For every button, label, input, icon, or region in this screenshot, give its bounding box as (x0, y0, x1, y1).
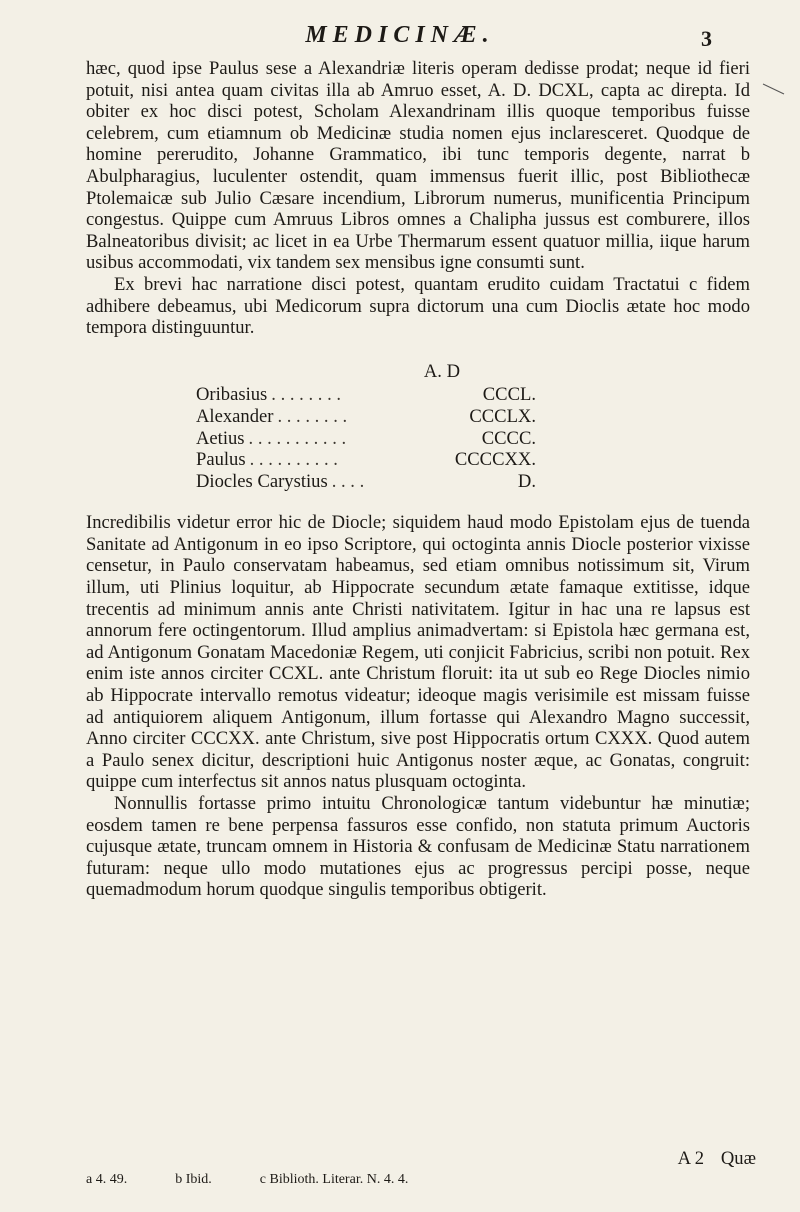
running-title: MEDICINÆ. (305, 22, 495, 48)
list-item-name: Paulus (196, 449, 246, 471)
list-item (196, 428, 536, 450)
footnotes (86, 1172, 750, 1188)
list-item (196, 449, 536, 471)
margin-tick-icon (762, 82, 786, 96)
list-item-leader: . . . . . . . . (271, 384, 342, 406)
list-item-leader: . . . . . . . . . . . (248, 427, 347, 449)
main-text (86, 58, 750, 901)
paragraph: hæc, quod ipse Paulus sese a Alexandriæ literis operam dedisse prodat; neque id fieri potuit, nisi antea quam civitas illa ab Amruo esset, A. D. DCXL, capta ac direpta. Id obiter ex hoc disci potest, Scholam Alexandrinam illis quoque temporibus fuisse celebrem, cum etiamnum ob Medicinæ studia nomen ejus inclaresceret. Quodque de homine pererudito, Johanne Grammatico, ibi tunc temporis degente, narrat b Abulpharagius, luculenter ostendit, quam immensus fuerit illic, post Bibliothecæ Ptolemaicæ sub Julio Cæsare incendium, Librorum numerus, munificentia Principum congestus. Quippe cum Amruus Libros omnes a Chalipha jussus est comburere, illos Balneatoribus divisit; ac licet in ea Urbe Thermarum essent quatuor millia, iique harum usibus accommodati, vix tandem sex mensibus igne consumti sunt. (86, 58, 750, 274)
list-item (196, 406, 536, 428)
list-item-leader: . . . . . . . . . . (249, 449, 338, 471)
page-number: 3 (701, 26, 712, 51)
list-item-value: CCCC. (481, 427, 536, 449)
list-item-value: CCCL. (482, 384, 536, 406)
list-item-value: CCCLX. (469, 405, 536, 427)
list-item-name: Diocles Carystius (196, 470, 328, 492)
list-item-name: Oribasius (196, 384, 268, 406)
catchword: Quæ (720, 1148, 756, 1169)
footnote: a 4. 49. (86, 1172, 128, 1187)
list-item (196, 471, 536, 493)
footnote: c Biblioth. Literar. N. 4. 4. (259, 1172, 409, 1187)
list-item-leader: . . . . (331, 470, 365, 492)
list-item-name: Aetius (196, 427, 245, 449)
physician-list (196, 384, 536, 492)
paragraph: Incredibilis videtur error hic de Diocle; siquidem haud modo Epistolam ejus de tuenda Sanitate ad Antigonum in eo ipso Scriptore, qui octoginta annis Diocle posterior vixisse censetur, in Paulo conservatam habeamus, sed etiam omnibus notissimum sit, Virum illum, uti Plinius loquitur, ab Hippocrate secundum ætate famaque extitisse, idque trecentis ad minimum annis ante Christi nativitatem. Igitur in hac una re lapsus est annorum fere octingentorum. Illud amplius animadvertam: si Epistola hæc germana est, ad Antigonum Gonatam Macedoniæ Regem, uti conjicit Fabricius, scribi non potuit. Rex enim iste annos circiter CCXL. ante Christum floruit: ita ut sub eo Rege Diocles nimio ab Hippocrate intervallo remotus videatur; ideoque magis verisimile est missam fuisse ad antiquiorem aliquem Antigonum, illum fortasse qui Alexandro Magno successit, Anno circiter CCCXX. ante Christum, sive post Hippocratis ortum CXXX. Quod autem a Paulo senex dicitur, descriptioni huic Antigonus noster æque, ac Gonatas, congruit: quippe cum interfectus sit annos natus plusquam octoginta. (86, 512, 750, 793)
list-item-name: Alexander (196, 405, 274, 427)
footnote: b Ibid. (175, 1172, 212, 1187)
list-item (196, 384, 536, 406)
list-item-value: D. (517, 470, 536, 492)
paragraph: Ex brevi hac narratione disci potest, quantam erudito cuidam Tractatui c fidem adhibere debeamus, ubi Medicorum supra dictorum una cum Dioclis ætate hoc modo tempora distinguuntur. (86, 273, 750, 339)
signature-mark: A 2 (677, 1148, 704, 1169)
list-item-value: CCCCXX. (454, 449, 536, 471)
paragraph: Nonnullis fortasse primo intuitu Chronologicæ tantum videbuntur hæ minutiæ; eosdem tamen re bene perpensa fassuros esse confido, non statuta primum Auctoris cujusque ætate, truncam omnem in Historia & confusam de Medicinæ Statu narrationem futuram: neque ullo modo mutationes ejus ac progressus percipi posse, neque quemadmodum horum quodque singulis temporibus obtigerit. (86, 793, 750, 901)
list-header: A. D (423, 360, 460, 382)
list-item-leader: . . . . . . . . (277, 405, 348, 427)
